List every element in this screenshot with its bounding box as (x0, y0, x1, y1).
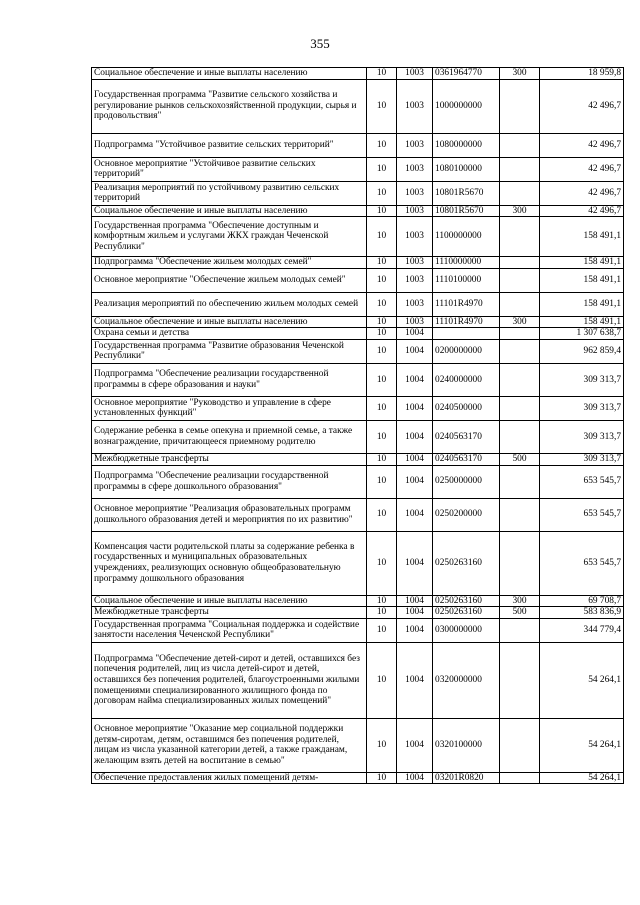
row-section: 10 (367, 595, 397, 607)
row-name: Социальное обеспечение и иные выплаты населению (92, 316, 367, 328)
table-row (92, 465, 624, 498)
row-amount: 653 545,7 (540, 465, 624, 498)
row-target-code: 0300000000 (433, 618, 500, 642)
row-target-code: 1080100000 (433, 157, 500, 181)
row-target-code: 0240500000 (433, 396, 500, 420)
row-subsection: 1003 (397, 292, 433, 316)
row-subsection: 1003 (397, 217, 433, 257)
table-row (92, 217, 624, 257)
row-expense-type (500, 328, 540, 340)
row-name: Государственная программа "Обеспечение доступным и комфортным жильем и услугами ЖКХ граждан Чеченской Республики" (92, 217, 367, 257)
row-target-code (433, 328, 500, 340)
row-amount: 309 313,7 (540, 453, 624, 465)
row-section: 10 (367, 772, 397, 784)
row-amount: 54 264,1 (540, 718, 624, 772)
row-target-code: 1000000000 (433, 79, 500, 133)
row-target-code: 0240000000 (433, 363, 500, 396)
row-target-code: 11101R4970 (433, 316, 500, 328)
row-expense-type: 300 (500, 205, 540, 217)
row-amount: 42 496,7 (540, 181, 624, 205)
table-row (92, 642, 624, 718)
table-row (92, 257, 624, 269)
row-name: Государственная программа "Социальная поддержка и содействие занятости населения Чеченской Республики" (92, 618, 367, 642)
row-subsection: 1004 (397, 465, 433, 498)
row-subsection: 1004 (397, 420, 433, 453)
row-expense-type (500, 292, 540, 316)
row-name: Государственная программа "Развитие образования Чеченской Республики" (92, 339, 367, 363)
row-amount: 653 545,7 (540, 498, 624, 531)
row-target-code: 10801R5670 (433, 181, 500, 205)
row-section: 10 (367, 133, 397, 157)
row-target-code: 0250200000 (433, 498, 500, 531)
row-target-code: 0250263160 (433, 595, 500, 607)
row-section: 10 (367, 607, 397, 619)
row-section: 10 (367, 531, 397, 595)
row-name: Основное мероприятие "Оказание мер социальной поддержки детям-сиротам, детям, оставшимся без попечения родителей, лицам из числа указанной категории детей, а также гражданам, желающим взять детей на воспитание в семью" (92, 718, 367, 772)
row-subsection: 1004 (397, 642, 433, 718)
row-subsection: 1003 (397, 257, 433, 269)
row-amount: 653 545,7 (540, 531, 624, 595)
row-expense-type (500, 268, 540, 292)
table-row (92, 618, 624, 642)
row-expense-type: 300 (500, 316, 540, 328)
row-name: Подпрограмма "Обеспечение жильем молодых семей" (92, 257, 367, 269)
row-expense-type: 500 (500, 453, 540, 465)
table-row (92, 79, 624, 133)
row-subsection: 1003 (397, 133, 433, 157)
row-subsection: 1003 (397, 79, 433, 133)
row-section: 10 (367, 453, 397, 465)
row-name: Межбюджетные трансферты (92, 453, 367, 465)
row-amount: 54 264,1 (540, 772, 624, 784)
row-subsection: 1003 (397, 205, 433, 217)
row-subsection: 1004 (397, 498, 433, 531)
row-name: Подпрограмма "Обеспечение реализации государственной программы в сфере образования и науки" (92, 363, 367, 396)
table-row (92, 339, 624, 363)
row-amount: 158 491,1 (540, 292, 624, 316)
table-row (92, 205, 624, 217)
row-target-code: 0240563170 (433, 453, 500, 465)
row-section: 10 (367, 181, 397, 205)
row-name: Социальное обеспечение и иные выплаты населению (92, 68, 367, 80)
row-subsection: 1004 (397, 363, 433, 396)
table-row (92, 316, 624, 328)
row-section: 10 (367, 396, 397, 420)
table-row (92, 268, 624, 292)
row-subsection: 1003 (397, 268, 433, 292)
table-row (92, 396, 624, 420)
row-target-code: 0250263160 (433, 607, 500, 619)
row-section: 10 (367, 498, 397, 531)
row-expense-type (500, 339, 540, 363)
row-section: 10 (367, 217, 397, 257)
table-row (92, 453, 624, 465)
row-expense-type: 500 (500, 607, 540, 619)
row-target-code: 0361964770 (433, 68, 500, 80)
row-amount: 158 491,1 (540, 268, 624, 292)
row-name: Подпрограмма "Обеспечение реализации государственной программы в сфере дошкольного образования" (92, 465, 367, 498)
row-subsection: 1004 (397, 595, 433, 607)
table-row (92, 133, 624, 157)
row-section: 10 (367, 642, 397, 718)
row-subsection: 1004 (397, 453, 433, 465)
row-name: Основное мероприятие "Устойчивое развитие сельских территорий" (92, 157, 367, 181)
row-amount: 1 307 638,7 (540, 328, 624, 340)
row-subsection: 1004 (397, 339, 433, 363)
row-target-code: 0320000000 (433, 642, 500, 718)
table-row (92, 420, 624, 453)
row-amount: 309 313,7 (540, 420, 624, 453)
row-subsection: 1004 (397, 618, 433, 642)
table-row (92, 68, 624, 80)
row-section: 10 (367, 205, 397, 217)
table-row (92, 718, 624, 772)
row-subsection: 1003 (397, 68, 433, 80)
row-expense-type (500, 157, 540, 181)
row-section: 10 (367, 420, 397, 453)
row-expense-type (500, 772, 540, 784)
row-amount: 344 779,4 (540, 618, 624, 642)
row-amount: 962 859,4 (540, 339, 624, 363)
row-name: Подпрограмма "Обеспечение детей-сирот и детей, оставшихся без попечения родителей, лиц из числа детей-сирот и детей, оставшихся без попечения родителей, благоустроенными жилыми помещениями специализированного жилищного фонда по договорам найма специализированных жилых помещений" (92, 642, 367, 718)
row-subsection: 1003 (397, 181, 433, 205)
row-section: 10 (367, 328, 397, 340)
row-expense-type (500, 257, 540, 269)
row-subsection: 1004 (397, 607, 433, 619)
row-name: Реализация мероприятий по обеспечению жильем молодых семей (92, 292, 367, 316)
row-name: Основное мероприятие "Руководство и управление в сфере установленных функций" (92, 396, 367, 420)
row-name: Основное мероприятие "Обеспечение жильем молодых семей" (92, 268, 367, 292)
row-target-code: 1080000000 (433, 133, 500, 157)
table-row (92, 498, 624, 531)
row-target-code: 0320100000 (433, 718, 500, 772)
row-section: 10 (367, 68, 397, 80)
row-amount: 158 491,1 (540, 316, 624, 328)
table-row (92, 328, 624, 340)
row-amount: 309 313,7 (540, 363, 624, 396)
table-body (92, 68, 624, 784)
row-section: 10 (367, 618, 397, 642)
row-section: 10 (367, 79, 397, 133)
row-target-code: 0240563170 (433, 420, 500, 453)
row-subsection: 1003 (397, 316, 433, 328)
row-expense-type (500, 363, 540, 396)
row-name: Подпрограмма "Устойчивое развитие сельских территорий" (92, 133, 367, 157)
row-amount: 583 836,9 (540, 607, 624, 619)
row-target-code: 1110100000 (433, 268, 500, 292)
budget-table (91, 67, 624, 784)
row-name: Реализация мероприятий по устойчивому развитию сельских территорий (92, 181, 367, 205)
row-section: 10 (367, 257, 397, 269)
row-target-code: 10801R5670 (433, 205, 500, 217)
row-subsection: 1004 (397, 396, 433, 420)
row-amount: 42 496,7 (540, 205, 624, 217)
row-subsection: 1004 (397, 531, 433, 595)
row-expense-type (500, 217, 540, 257)
page-number: 355 (310, 36, 330, 51)
row-name: Обеспечение предоставления жилых помещений детям- (92, 772, 367, 784)
table-row (92, 531, 624, 595)
row-name: Межбюджетные трансферты (92, 607, 367, 619)
row-target-code: 11101R4970 (433, 292, 500, 316)
row-section: 10 (367, 268, 397, 292)
row-section: 10 (367, 316, 397, 328)
table-row (92, 181, 624, 205)
row-expense-type (500, 618, 540, 642)
row-name: Социальное обеспечение и иные выплаты населению (92, 205, 367, 217)
row-expense-type: 300 (500, 68, 540, 80)
row-subsection: 1004 (397, 718, 433, 772)
row-subsection: 1004 (397, 772, 433, 784)
row-section: 10 (367, 292, 397, 316)
row-target-code: 1110000000 (433, 257, 500, 269)
table-row (92, 363, 624, 396)
row-name: Охрана семьи и детства (92, 328, 367, 340)
row-name: Основное мероприятие "Реализация образовательных программ дошкольного образования детей и мероприятия по их развитию" (92, 498, 367, 531)
row-section: 10 (367, 339, 397, 363)
row-amount: 309 313,7 (540, 396, 624, 420)
row-amount: 54 264,1 (540, 642, 624, 718)
row-section: 10 (367, 363, 397, 396)
row-amount: 158 491,1 (540, 257, 624, 269)
row-name: Государственная программа "Развитие сельского хозяйства и регулирование рынков сельскохозяйственной продукции, сырья и продовольствия" (92, 79, 367, 133)
table-row (92, 607, 624, 619)
row-subsection: 1004 (397, 328, 433, 340)
row-expense-type (500, 79, 540, 133)
row-expense-type (500, 420, 540, 453)
row-name: Компенсация части родительской платы за содержание ребенка в государственных и муниципальных образовательных учреждениях, реализующих основную общеобразовательную программу дошкольного образования (92, 531, 367, 595)
row-amount: 18 959,8 (540, 68, 624, 80)
table-row (92, 772, 624, 784)
row-expense-type (500, 181, 540, 205)
row-expense-type (500, 133, 540, 157)
row-section: 10 (367, 465, 397, 498)
row-expense-type (500, 396, 540, 420)
row-target-code: 1100000000 (433, 217, 500, 257)
table-row (92, 595, 624, 607)
row-amount: 42 496,7 (540, 133, 624, 157)
row-expense-type (500, 465, 540, 498)
row-expense-type: 300 (500, 595, 540, 607)
row-target-code: 03201R0820 (433, 772, 500, 784)
row-expense-type (500, 498, 540, 531)
row-amount: 158 491,1 (540, 217, 624, 257)
row-name: Содержание ребенка в семье опекуна и приемной семье, а также вознаграждение, причитающееся приемному родителю (92, 420, 367, 453)
table-row (92, 292, 624, 316)
row-target-code: 0200000000 (433, 339, 500, 363)
row-amount: 42 496,7 (540, 157, 624, 181)
row-amount: 69 708,7 (540, 595, 624, 607)
row-expense-type (500, 642, 540, 718)
row-subsection: 1003 (397, 157, 433, 181)
row-target-code: 0250000000 (433, 465, 500, 498)
row-target-code: 0250263160 (433, 531, 500, 595)
row-expense-type (500, 718, 540, 772)
row-amount: 42 496,7 (540, 79, 624, 133)
row-expense-type (500, 531, 540, 595)
row-section: 10 (367, 157, 397, 181)
row-section: 10 (367, 718, 397, 772)
row-name: Социальное обеспечение и иные выплаты населению (92, 595, 367, 607)
table-row (92, 157, 624, 181)
